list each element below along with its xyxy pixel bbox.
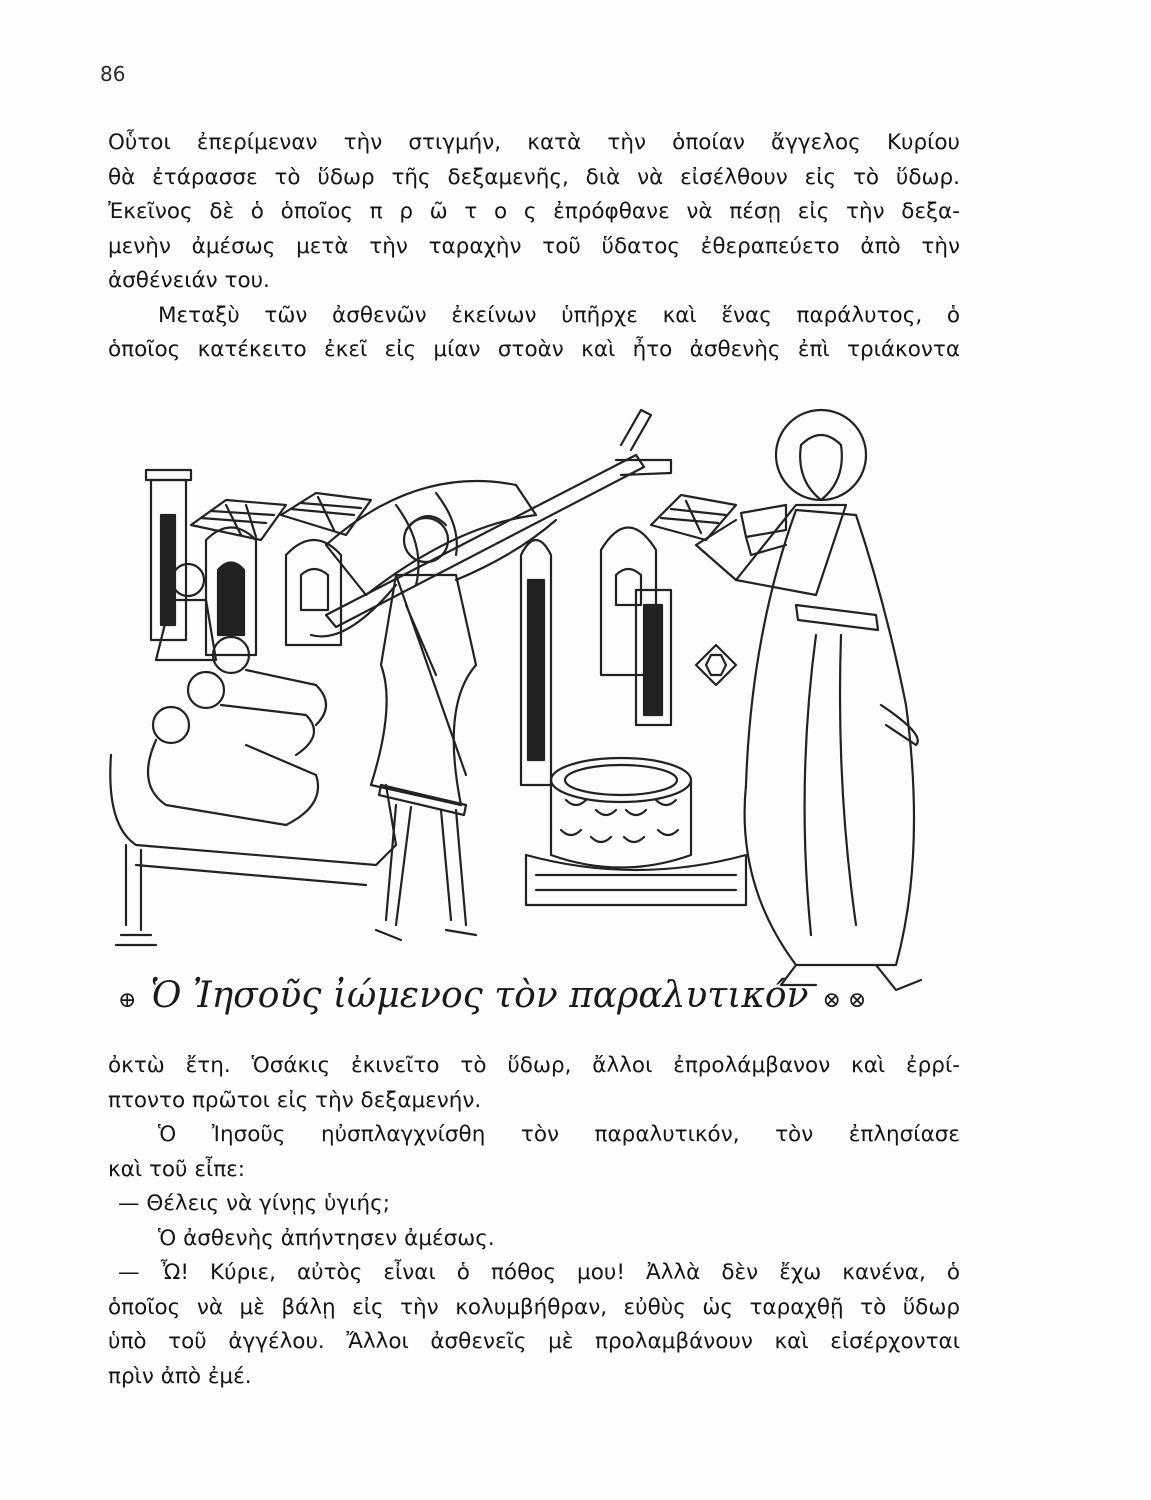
cross-ornament-icon: ⊗ ⊗	[822, 988, 867, 1013]
background-buildings	[146, 470, 786, 785]
text-line: πτοντο πρῶτοι εἰς τὴν δεξαμενήν.	[108, 1087, 482, 1113]
illustration-caption	[118, 975, 958, 1016]
text-line: Ἐκεῖνος δὲ ὁ ὁποῖος π ρ ῶ τ ο ς ἐπρόφθανε νὰ πέσῃ εἰς τὴν δεξα-	[108, 199, 960, 224]
text-line: ὀκτὼ ἔτη. Ὁσάκις ἐκινεῖτο τὸ ὕδωρ, ἄλλοι ἐπρολάμβανον καὶ ἐρρί-	[108, 1053, 960, 1078]
text-line: καὶ τοῦ εἶπε:	[108, 1156, 246, 1182]
text-line: ὁποῖος νὰ μὲ βάλῃ εἰς τὴν κολυμβήθραν, εὐθὺς ὡς ταραχθῇ τὸ ὕδωρ	[108, 1294, 960, 1320]
text-line: ἀσθένειάν του.	[108, 268, 270, 293]
cross-ornament-icon: ⊕	[118, 988, 137, 1013]
text-line: Οὗτοι ἐπερίμεναν τὴν στιγμήν, κατὰ τὴν ὁποίαν ἄγγελος Κυρίου	[108, 130, 960, 155]
text-line: ὁποῖος κατέκειτο ἐκεῖ εἰς μίαν στοὰν καὶ ἦτο ἀσθενὴς ἐπὶ τριάκοντα	[108, 337, 960, 362]
text-line: Ὁ ἀσθενὴς ἀπήντησεν ἀμέσως.	[158, 1225, 495, 1251]
text-line: πρὶν ἀπὸ ἐμέ.	[108, 1363, 252, 1389]
dialogue-line: — Ὦ! Κύριε, αὐτὸς εἶναι ὁ πόθος μου! Ἀλλὰ δὲν ἔχω κανένα, ὁ	[118, 1260, 960, 1285]
caption-text: Ὁ Ἰησοῦς ἰώμενος τὸν παραλυτικόν	[150, 975, 809, 1016]
page-number: 86	[100, 62, 126, 86]
bottom-text-block	[108, 1049, 960, 1394]
sick-bed	[110, 564, 396, 945]
text-line: μενὴν ἀμέσως μετὰ τὴν ταραχὴν τοῦ ὕδατος ἐθεραπεύετο ἀπὸ τὴν	[108, 233, 960, 259]
pool-well	[526, 758, 746, 905]
text-line: Μεταξὺ τῶν ἀσθενῶν ἐκείνων ὑπῆρχε καὶ ἕνας παράλυτος, ὁ	[158, 302, 960, 328]
dialogue-line: — Θέλεις νὰ γίνῃς ὑγιής;	[118, 1191, 390, 1216]
healing-illustration	[96, 405, 976, 1025]
text-line: Ὁ Ἰησοῦς ηὐσπλαγχνίσθη τὸν παραλυτικόν, τὸν ἐπλησίασε	[158, 1122, 960, 1147]
text-line: ὑπὸ τοῦ ἀγγέλου. Ἄλλοι ἀσθενεῖς μὲ προλαμβάνουν καὶ εἰσέρχονται	[108, 1329, 960, 1354]
top-text-block	[108, 126, 960, 368]
text-line: θὰ ἐτάρασσε τὸ ὕδωρ τῆς δεξαμενῆς, διὰ νὰ εἰσέλθουν εἰς τὸ ὕδωρ.	[108, 164, 960, 190]
christ-figure	[696, 410, 921, 990]
